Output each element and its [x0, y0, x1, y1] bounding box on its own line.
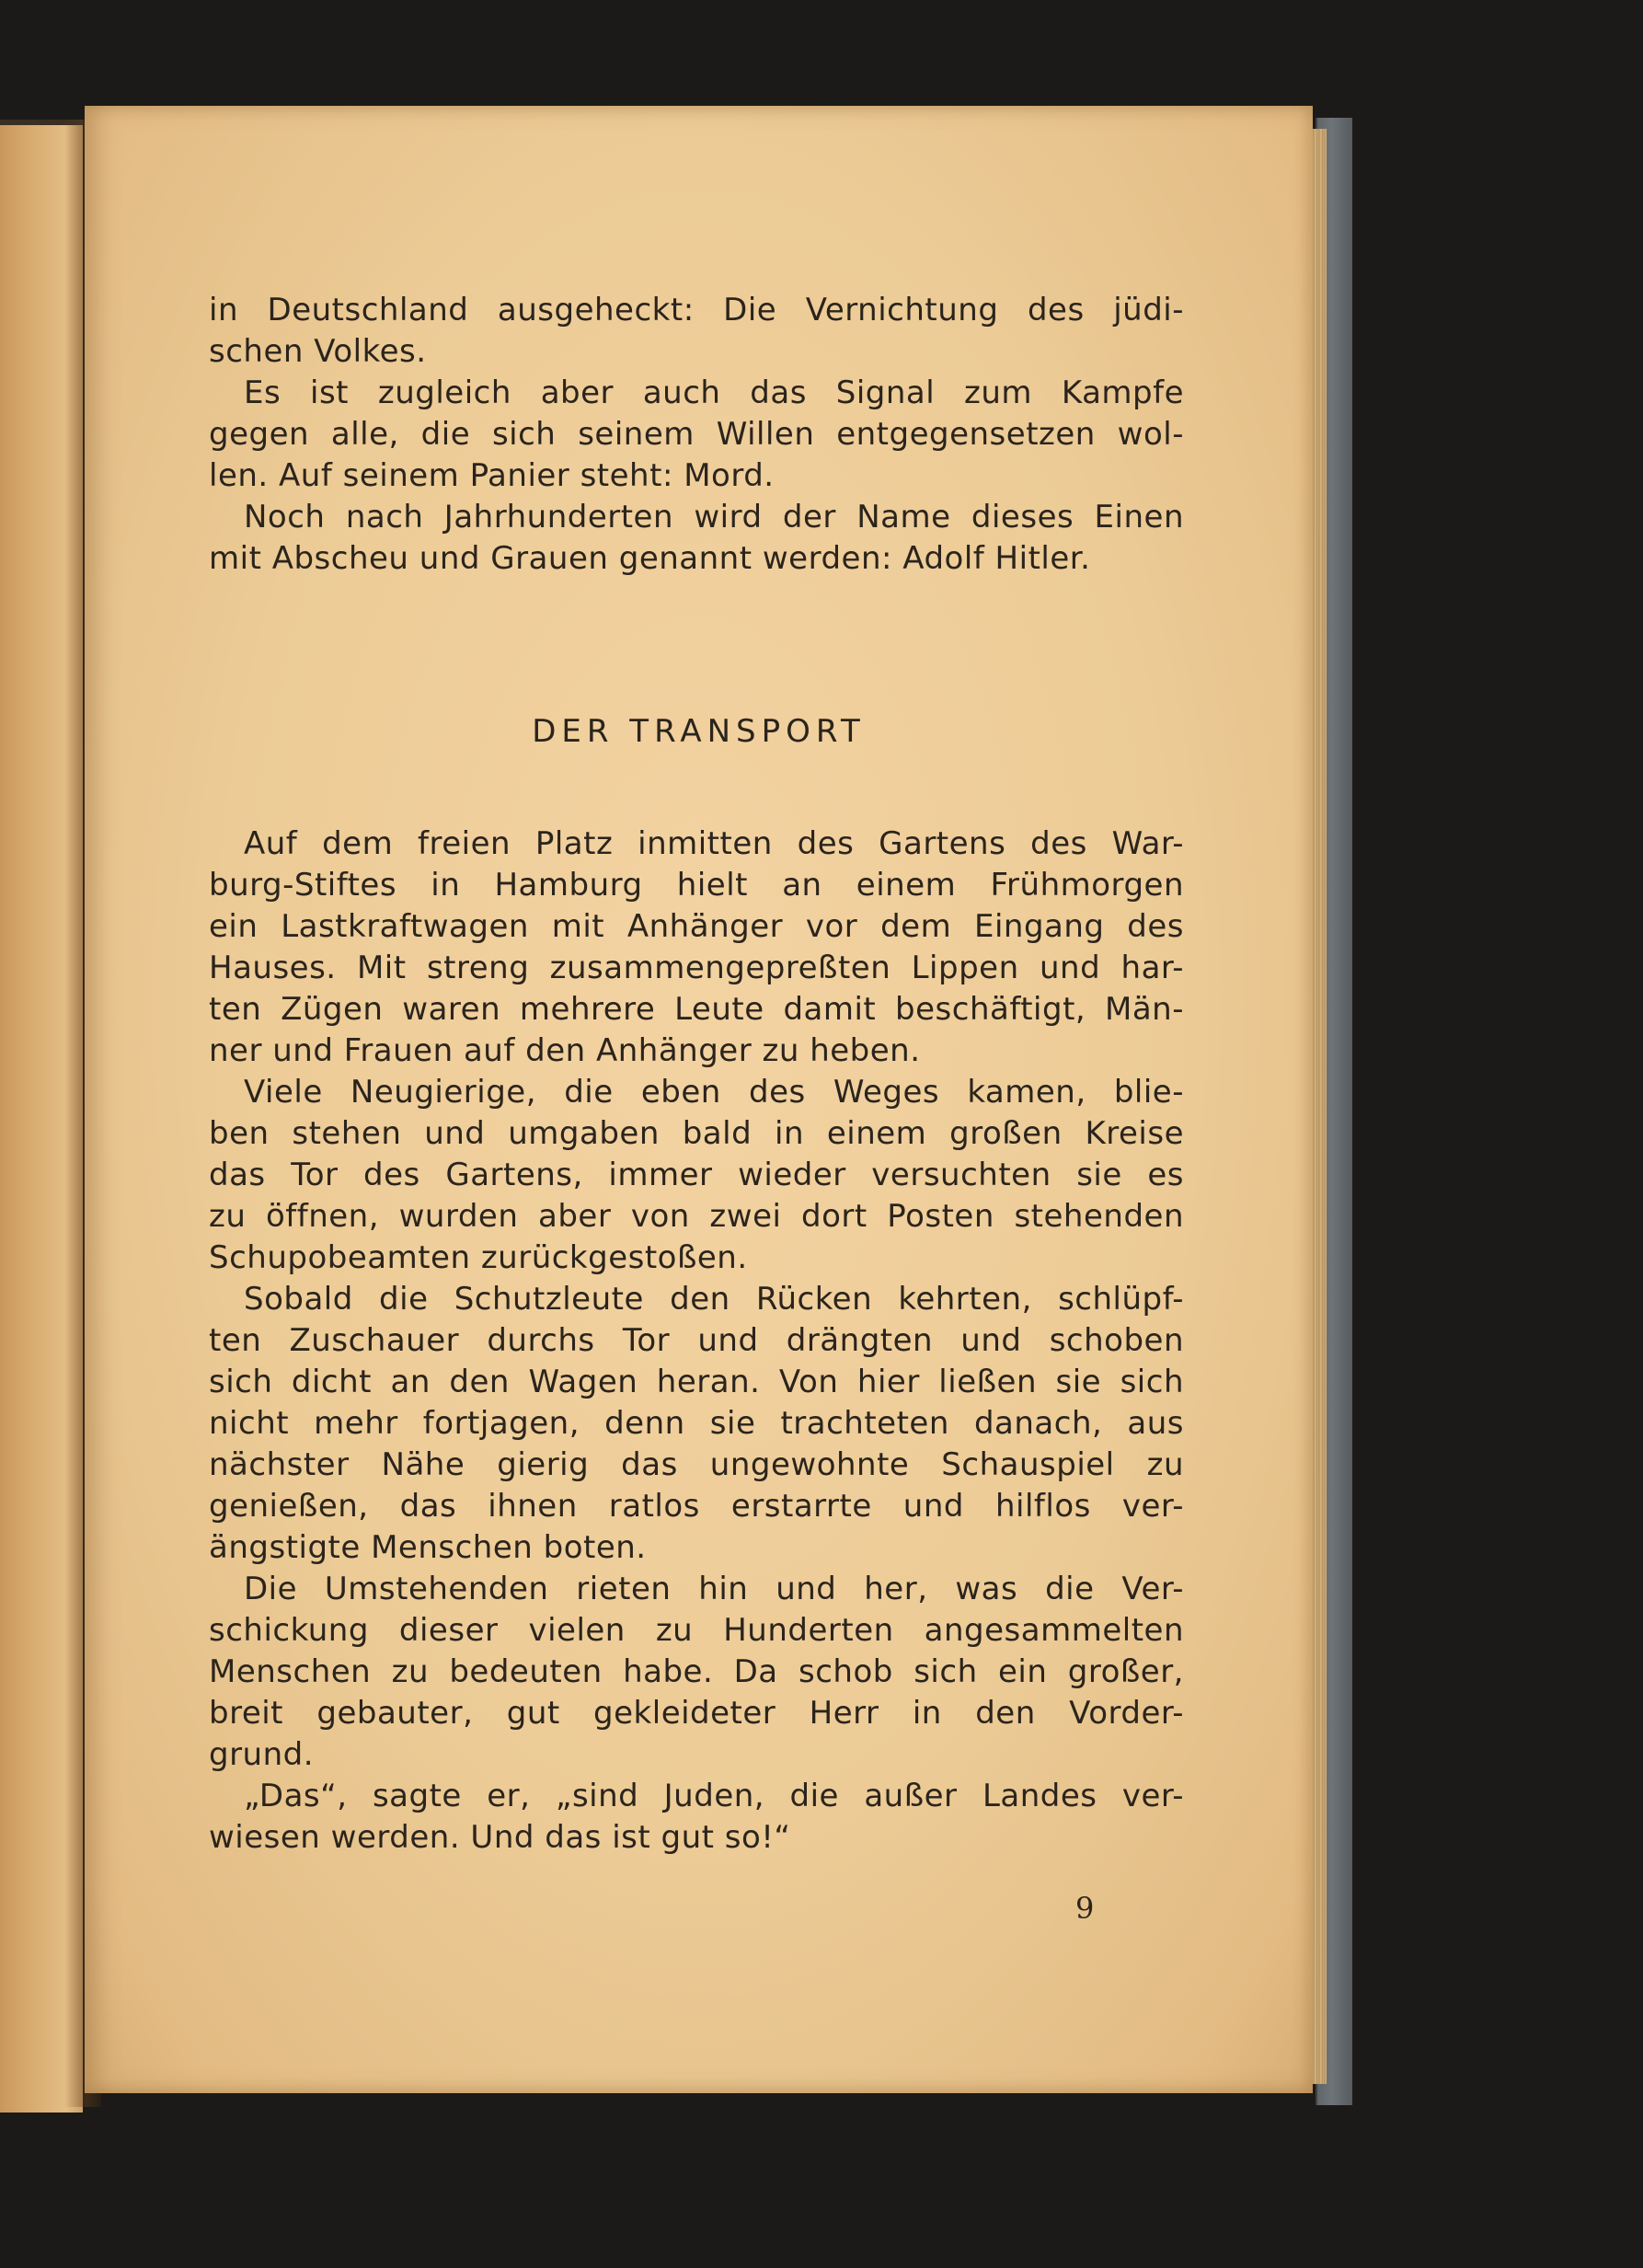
- text-line: genießen, das ihnen ratlos erstarrte und hilflos ver-: [209, 1488, 1184, 1525]
- text-line: breit gebauter, gut gekleideter Herr in den Vorder-: [209, 1695, 1184, 1732]
- main-paragraph-2: [209, 1072, 1184, 1113]
- page-number: 9: [1075, 1891, 1095, 1926]
- main-paragraph-4-line: [209, 1652, 1184, 1693]
- text-line: Die Umstehenden rieten hin und her, was die Ver-: [244, 1571, 1184, 1607]
- main-paragraph-3-line: [209, 1320, 1184, 1362]
- text-line: grund.: [209, 1736, 315, 1773]
- text-line: Schupobeamten zurückgestoßen.: [209, 1239, 748, 1276]
- text-line: burg-Stiftes in Hamburg hielt an einem Frühmorgen: [209, 867, 1184, 904]
- paragraph-3: [209, 497, 1184, 538]
- text-line: „Das“, sagte er, „sind Juden, die außer Landes ver-: [244, 1778, 1184, 1814]
- text-line: Es ist zugleich aber auch das Signal zum Kampfe: [244, 374, 1184, 411]
- main-paragraph-4-end: [209, 1734, 1184, 1776]
- text-line: ner und Frauen auf den Anhänger zu heben.: [209, 1032, 921, 1069]
- text-line: sich dicht an den Wagen heran. Von hier ließen sie sich: [209, 1364, 1184, 1400]
- main-paragraph-2-line: [209, 1196, 1184, 1238]
- main-paragraph-1-line: [209, 989, 1184, 1030]
- main-paragraph-1-line: [209, 865, 1184, 906]
- text-line: Sobald die Schutzleute den Rücken kehrten, schlüpf-: [244, 1281, 1184, 1318]
- chapter-heading: DER TRANSPORT: [532, 713, 866, 750]
- main-paragraph-5-end: [209, 1817, 1184, 1859]
- paragraph-1-end: [209, 331, 1184, 373]
- main-paragraph-4: [209, 1569, 1184, 1610]
- paragraph-2-end: [209, 455, 1184, 497]
- main-paragraph-1-line: [209, 906, 1184, 948]
- text-line: ängstigte Menschen boten.: [209, 1529, 647, 1566]
- main-paragraph-1-line: [209, 948, 1184, 989]
- paragraph-2: [209, 373, 1184, 414]
- main-paragraph-2-line: [209, 1155, 1184, 1196]
- text-line: Noch nach Jahrhunderten wird der Name dieses Einen: [244, 499, 1184, 535]
- text-line: zu öffnen, wurden aber von zwei dort Posten stehenden: [209, 1198, 1184, 1235]
- book-page: [85, 106, 1313, 2093]
- text-line: nicht mehr fortjagen, denn sie trachteten danach, aus: [209, 1405, 1184, 1442]
- main-paragraph-3-line: [209, 1445, 1184, 1486]
- text-line: in Deutschland ausgeheckt: Die Vernichtung des jüdi-: [209, 292, 1184, 328]
- paragraph-3-end: [209, 538, 1184, 580]
- text-line: schickung dieser vielen zu Hunderten angesammelten: [209, 1612, 1184, 1649]
- text-line: ben stehen und umgaben bald in einem großen Kreise: [209, 1115, 1184, 1152]
- main-paragraph-1-end: [209, 1030, 1184, 1072]
- text-line: schen Volkes.: [209, 333, 427, 370]
- text-line: ten Zügen waren mehrere Leute damit beschäftigt, Män-: [209, 991, 1184, 1028]
- main-paragraph-2-line: [209, 1113, 1184, 1155]
- text-line: gegen alle, die sich seinem Willen entgegensetzen wol-: [209, 416, 1184, 453]
- paragraph-2-line-2: [209, 414, 1184, 455]
- text-line: ein Lastkraftwagen mit Anhänger vor dem Eingang des: [209, 908, 1184, 945]
- main-paragraph-2-end: [209, 1238, 1184, 1279]
- text-line: len. Auf seinem Panier steht: Mord.: [209, 457, 775, 494]
- main-paragraph-3: [209, 1279, 1184, 1320]
- text-block-main: [209, 823, 1184, 1859]
- text-line: das Tor des Gartens, immer wieder versuchten sie es: [209, 1157, 1184, 1193]
- main-paragraph-1: [209, 823, 1184, 865]
- text-line: mit Abscheu und Grauen genannt werden: Adolf Hitler.: [209, 540, 1091, 577]
- main-paragraph-3-end: [209, 1527, 1184, 1569]
- text-line: Auf dem freien Platz inmitten des Gartens des War-: [244, 825, 1184, 862]
- text-line: Menschen zu bedeuten habe. Da schob sich ein großer,: [209, 1653, 1184, 1690]
- text-line: wiesen werden. Und das ist gut so!“: [209, 1819, 791, 1856]
- text-line: nächster Nähe gierig das ungewohnte Schauspiel zu: [209, 1446, 1184, 1483]
- main-paragraph-4-line: [209, 1693, 1184, 1734]
- main-paragraph-3-line: [209, 1362, 1184, 1403]
- main-paragraph-3-line: [209, 1403, 1184, 1445]
- text-line: Viele Neugierige, die eben des Weges kamen, blie-: [244, 1074, 1184, 1111]
- main-paragraph-3-line: [209, 1486, 1184, 1527]
- main-paragraph-5: [209, 1776, 1184, 1817]
- paragraph-1: [209, 290, 1184, 331]
- text-line: ten Zuschauer durchs Tor und drängten und schoben: [209, 1322, 1184, 1359]
- main-paragraph-4-line: [209, 1610, 1184, 1652]
- text-block-top: [209, 290, 1184, 580]
- text-line: Hauses. Mit streng zusammengepreßten Lippen und har-: [209, 950, 1184, 986]
